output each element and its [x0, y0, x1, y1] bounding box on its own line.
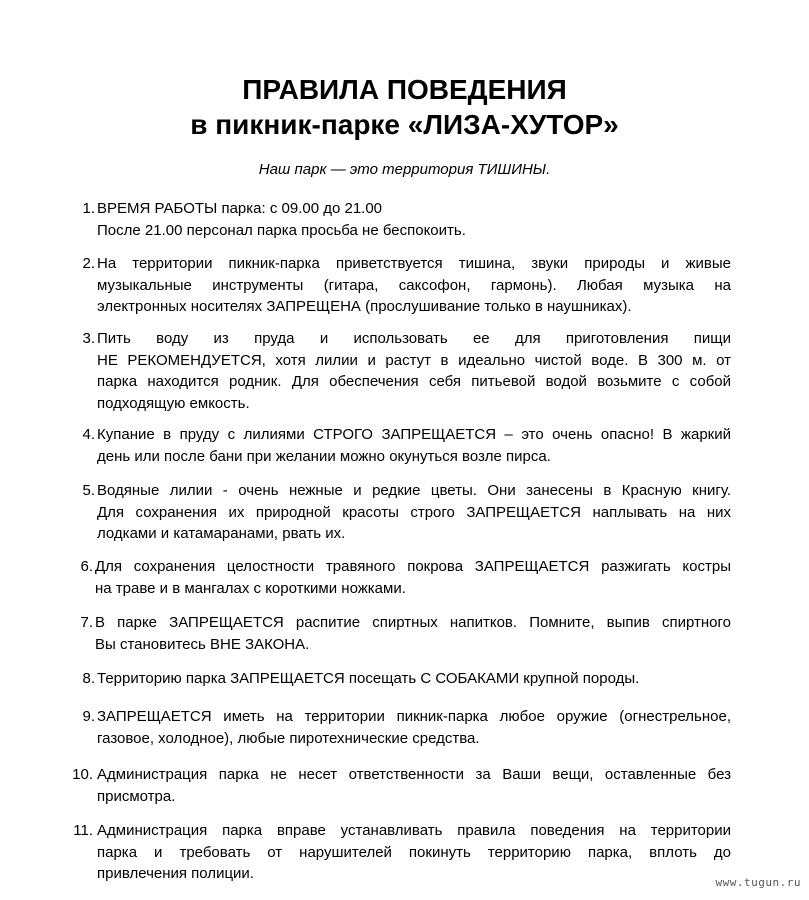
rule-line: Администрация парка не несет ответственности за Ваши вещи, оставленные без [97, 766, 731, 783]
rule-number: 10. [72, 766, 93, 783]
rule-line: НЕ РЕКОМЕНДУЕТСЯ, хотя лилии и растут в идеально чистой воде. В 300 м. от [97, 351, 731, 369]
rule-number: 9. [82, 708, 95, 725]
rule-number: 1. [82, 200, 95, 217]
rule-item-2 [82, 253, 731, 318]
rule-line: Купание в пруду с лилиями СТРОГО ЗАПРЕЩАЕТСЯ – это очень опасно! В жаркий [97, 426, 731, 443]
rule-item-3 [82, 328, 731, 414]
document-title-line-2: в пикник-парке «ЛИЗА-ХУТОР» [190, 109, 619, 140]
rule-item-8 [82, 668, 731, 690]
rule-line: на траве и в мангалах с короткими ножками. [95, 579, 406, 597]
rule-line: парка и требовать от нарушителей покинуть территорию парка, вплоть до [97, 843, 731, 861]
rule-item-11 [73, 820, 731, 885]
rule-line: парка находится родник. Для обеспечения себя питьевой водой возьмите с собой [97, 373, 731, 390]
rule-number: 7. [80, 614, 93, 631]
rule-line: привлечения полиции. [97, 865, 254, 882]
rule-item-1 [82, 198, 731, 241]
rule-line: электронных носителях ЗАПРЕЩЕНА (прослушивание только в наушниках). [97, 298, 632, 315]
rule-number: 11. [73, 822, 93, 839]
rule-line: После 21.00 персонал парка просьба не беспокоить. [97, 221, 466, 239]
rule-number: 6. [80, 558, 93, 575]
document-title-line-1: ПРАВИЛА ПОВЕДЕНИЯ [242, 74, 567, 105]
rule-item-4 [82, 424, 731, 467]
rule-number: 5. [82, 482, 95, 499]
rule-line: Администрация парка вправе устанавливать правила поведения на территории [97, 822, 731, 839]
rule-line: На территории пикник-парка приветствуется тишина, звуки природы и живые [97, 255, 731, 272]
rule-number: 3. [82, 330, 95, 347]
rule-item-10 [72, 764, 731, 807]
rule-line: ЗАПРЕЩАЕТСЯ иметь на территории пикник-парка любое оружие (огнестрельное, [97, 708, 731, 725]
rule-line: день или после бани при желании можно окунуться возле пирса. [97, 447, 551, 465]
rule-item-6 [80, 556, 731, 599]
rule-line: музыкальные инструменты (гитара, саксофон, гармонь). Любая музыка на [97, 276, 731, 294]
rule-line: В парке ЗАПРЕЩАЕТСЯ распитие спиртных напитков. Помните, выпив спиртного [95, 614, 731, 631]
rule-line: Вы становитесь ВНЕ ЗАКОНА. [95, 635, 310, 653]
rule-line: Для сохранения целостности травяного покрова ЗАПРЕЩАЕТСЯ разжигать костры [95, 558, 731, 575]
rule-item-7 [80, 612, 731, 655]
rule-number: 2. [82, 255, 95, 272]
rule-line: Территорию парка ЗАПРЕЩАЕТСЯ посещать С СОБАКАМИ крупной породы. [97, 670, 640, 687]
site-watermark: www.tugun.ru [715, 876, 801, 889]
rule-line: подходящую емкость. [97, 394, 250, 412]
rule-number: 4. [82, 426, 95, 443]
rule-line: Для сохранения их природной красоты строго ЗАПРЕЩАЕТСЯ наплывать на них [97, 503, 731, 521]
rule-line: ВРЕМЯ РАБОТЫ парка: с 09.00 до 21.00 [97, 200, 383, 217]
rule-line: газовое, холодное), любые пиротехнические средства. [97, 729, 480, 747]
rule-number: 8. [82, 670, 95, 687]
rule-item-9 [82, 706, 731, 749]
rule-item-5 [82, 480, 731, 545]
document-subtitle: Наш парк — это территория ТИШИНЫ. [258, 161, 551, 178]
rule-line: лодками и катамаранами, рвать их. [97, 525, 346, 542]
rule-line: присмотра. [97, 787, 176, 805]
rule-line: Пить воду из пруда и использовать ее для приготовления пищи [97, 330, 731, 347]
rule-line: Водяные лилии - очень нежные и редкие цветы. Они занесены в Красную книгу. [97, 482, 731, 499]
